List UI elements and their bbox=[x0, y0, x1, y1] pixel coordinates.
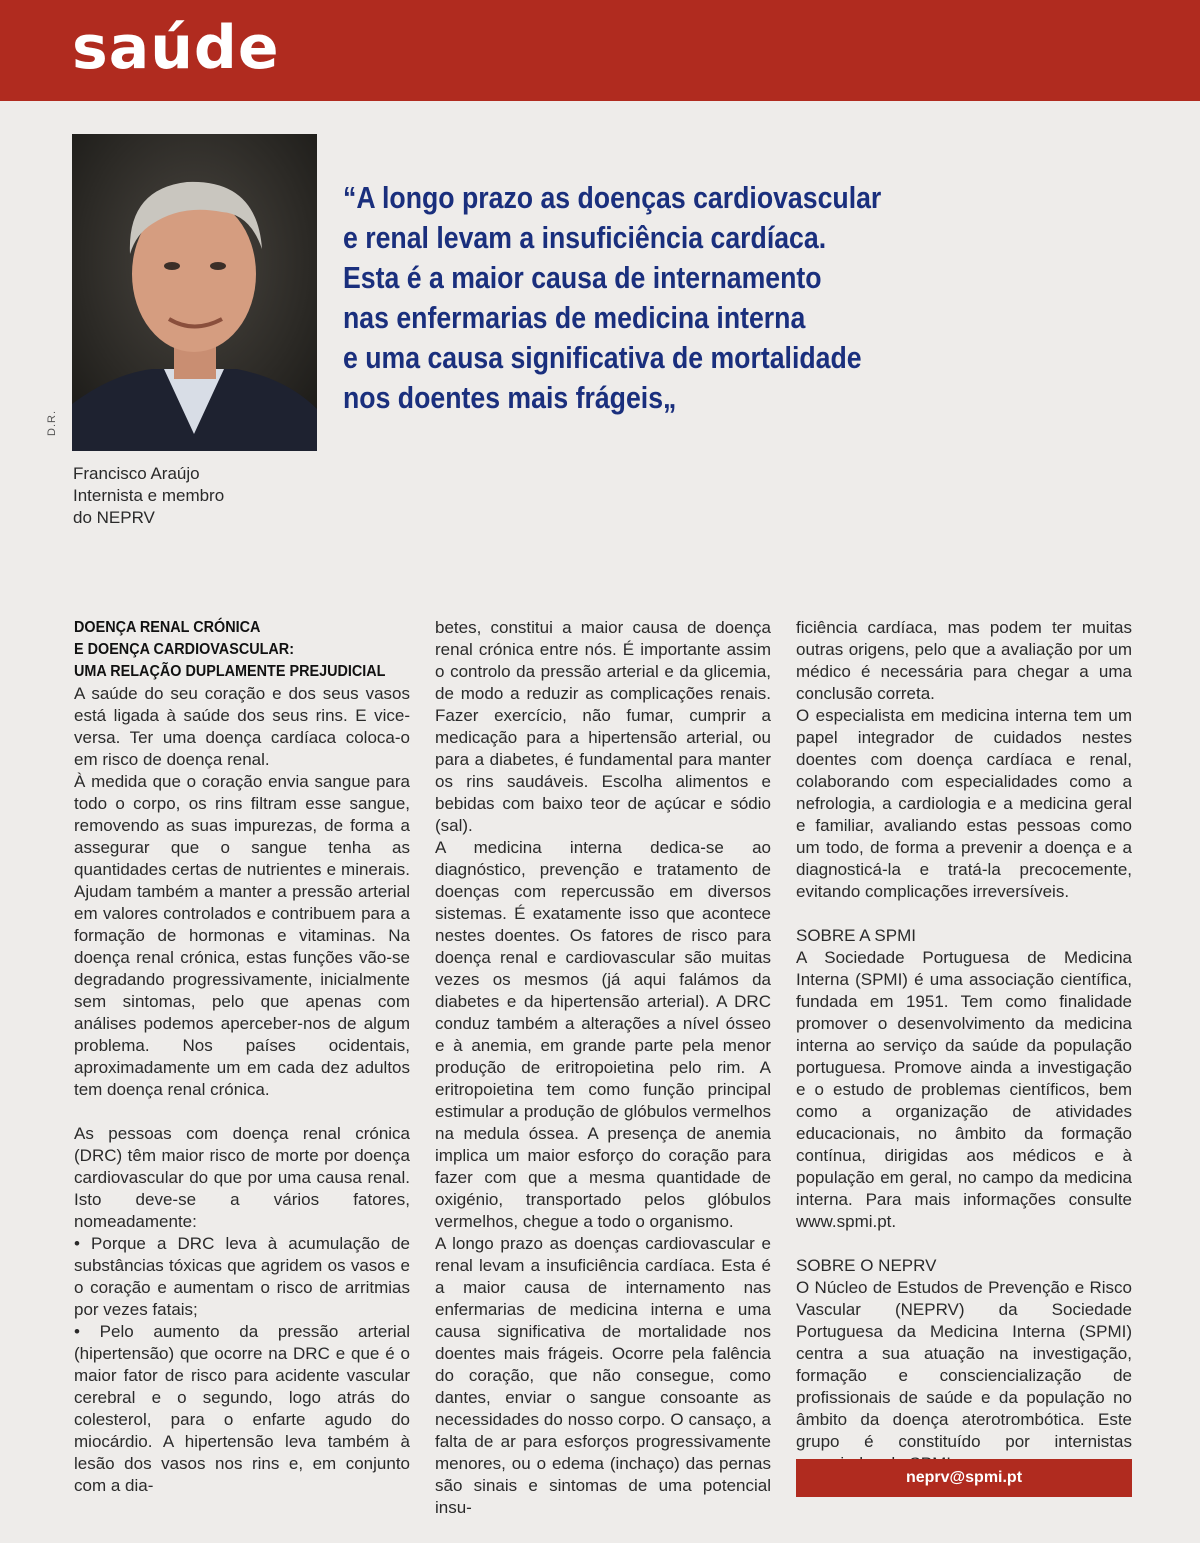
paragraph: As pessoas com doença renal crónica (DRC) têm maior risco de morte por doença cardiovascular do que por uma causa renal. Isto deve-se a vários fatores, nomeadamente: bbox=[74, 1124, 410, 1231]
portrait-image bbox=[72, 134, 317, 451]
article-heading-line: DOENÇA RENAL CRÓNICA bbox=[74, 619, 261, 636]
author-caption bbox=[73, 463, 313, 529]
article-column-1 bbox=[74, 617, 410, 1497]
photo-credit: D.R. bbox=[46, 410, 58, 436]
paragraph: À medida que o coração envia sangue para todo o corpo, os rins filtram esse sangue, removendo as suas impurezas, de forma a assegurar que o sangue tenha as quantidades certas de nutrientes e minerais. Ajudam também a manter a pressão arterial em valores controlados e contribuem para a formação de hormonas e vitaminas. Na doença renal crónica, estas funções vão-se degradando progressivamente, inicialmente sem sintomas, pelo que apenas com análises podemos aperceber-nos de algum problema. Nos países ocidentais, aproximadamente um em cada dez adultos tem doença renal crónica. bbox=[74, 772, 410, 1099]
quote-line: Esta é a maior causa de internamento bbox=[343, 260, 822, 295]
bullet-item: • Pelo aumento da pressão arterial (hipertensão) que ocorre na DRC e que é o maior fator de risco para acidente vascular cerebral e o segundo, logo atrás do colesterol, para o enfarte agudo do miocárdio. A hipertensão leva também à lesão dos vasos nos rins e, em conjunto com a dia- bbox=[74, 1322, 410, 1495]
spmi-heading: SOBRE A SPMI bbox=[796, 926, 916, 945]
article-heading-line: E DOENÇA CARDIOVASCULAR: bbox=[74, 641, 295, 658]
paragraph: O especialista em medicina interna tem um papel integrador de cuidados nestes doentes com doença cardíaca e renal, colaborando com especialidades como a nefrologia, a cardiologia e a medicina geral e familiar, avaliando estas pessoas como um todo, de forma a prevenir a doença e a diagnosticá-la e tratá-la precocemente, evitando complicações irreversíveis. bbox=[796, 706, 1132, 901]
article-column-3 bbox=[796, 617, 1132, 1475]
neprv-paragraph: O Núcleo de Estudos de Prevenção e Risco Vascular (NEPRV) da Sociedade Portuguesa da Medicina Interna (SPMI) centra a sua atuação na investigação, formação e consciencialização de profissionais de saúde e da população no âmbito da doença aterotrombótica. Este grupo é constituído por internistas bbox=[796, 1278, 1132, 1451]
author-role: Internista e membro bbox=[73, 486, 225, 505]
paragraph: A saúde do seu coração e dos seus vasos está ligada à saúde dos seus rins. E vice-versa. Ter uma doença cardíaca coloca-o em risco de doença renal. bbox=[74, 684, 410, 769]
author-role-line2: do NEPRV bbox=[73, 508, 155, 527]
email-contact-bar[interactable]: neprv@spmi.pt bbox=[796, 1459, 1132, 1497]
section-banner bbox=[0, 0, 1200, 101]
paragraph: ficiência cardíaca, mas podem ter muitas outras origens, pelo que a avaliação por um médico é necessária para chegar a uma conclusão correta. bbox=[796, 618, 1132, 703]
author-name: Francisco Araújo bbox=[73, 464, 200, 483]
quote-line: e uma causa significativa de mortalidade bbox=[343, 340, 862, 375]
article-heading-line: UMA RELAÇÃO DUPLAMENTE PREJUDICIAL bbox=[74, 663, 386, 680]
quote-line: e renal levam a insuficiência cardíaca. bbox=[343, 220, 827, 255]
quote-line: nas enfermarias de medicina interna bbox=[343, 300, 806, 335]
paragraph: A longo prazo as doenças cardiovascular e renal levam a insuficiência cardíaca. Esta é a maior causa de internamento nas enfermarias de medicina interna e uma causa significativa de mortalidade nos doentes mais frágeis. Ocorre pela falência do coração, que não consegue, como dantes, enviar o sangue consoante as necessidades do nosso corpo. O cansaço, a falta de ar para esforços progressivamente menores, ou o edema (inchaço) das pernas são sinais e sintomas de uma potencial insu- bbox=[435, 1234, 771, 1517]
pull-quote bbox=[343, 178, 882, 418]
section-title: saúde bbox=[72, 13, 280, 83]
spmi-paragraph: A Sociedade Portuguesa de Medicina Interna (SPMI) é uma associação científica, fundada em 1951. Tem como finalidade promover o desenvolvimento da medicina interna ao serviço da saúde da população portuguesa. Promove ainda a investigação e o estudo de problemas científicos, bem como a organização de atividades educacionais, no âmbito da formação contínua, dirigidas aos médicos e à população em geral, no campo da medicina interna. Para mais informações consulte www.spmi.pt. bbox=[796, 948, 1132, 1231]
article-column-2 bbox=[435, 617, 771, 1519]
neprv-heading: SOBRE O NEPRV bbox=[796, 1256, 937, 1275]
paragraph: A medicina interna dedica-se ao diagnóstico, prevenção e tratamento de doenças com repercussão em diversos sistemas. É exatamente isso que acontece nestes doentes. Os fatores de risco para doença renal e cardiovascular são muitas vezes os mesmos (já aqui falámos da diabetes e da hipertensão arterial). A DRC conduz também a alterações a nível ósseo e à anemia, em grande parte pela menor produção de eritropoietina pelo rim. A eritropoietina tem como função principal estimular a produção de glóbulos vermelhos na medula óssea. A presença de anemia implica um maior esforço do coração para fazer com que a mesma quantidade de oxigénio, transportado pelos glóbulos vermelhos, chegue a todo o organismo. bbox=[435, 838, 771, 1231]
quote-line: “A longo prazo as doenças cardiovascular bbox=[343, 180, 882, 215]
author-photo bbox=[72, 134, 317, 451]
paragraph: betes, constitui a maior causa de doença renal crónica entre nós. É importante assim o controlo da pressão arterial e da glicemia, de modo a reduzir as complicações renais. Fazer exercício, não fumar, cumprir a medicação para a hipertensão arterial, ou para a diabetes, é fundamental para manter os rins saudáveis. Escolha alimentos e bebidas com baixo teor de açúcar e sódio (sal). bbox=[435, 618, 771, 835]
quote-line: nos doentes mais frágeis„ bbox=[343, 380, 677, 415]
bullet-item: • Porque a DRC leva à acumulação de substâncias tóxicas que agridem os vasos e o coração e aumentam o risco de arritmias por vezes fatais; bbox=[74, 1234, 410, 1319]
